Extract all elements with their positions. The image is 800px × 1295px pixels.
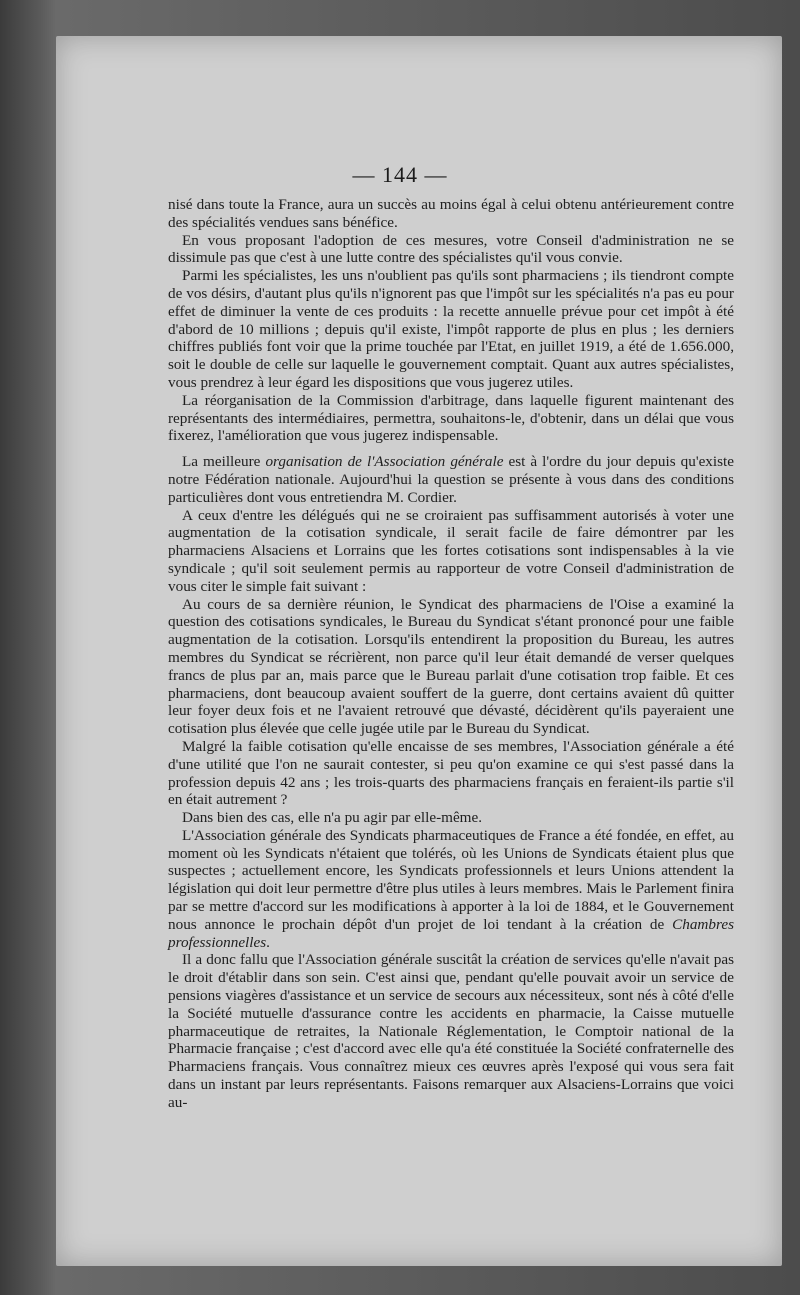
paragraph: Il a donc fallu que l'Association générale suscitât la création de services qu'elle n'avait pas le droit d'établir dans son sein. C'est ainsi que, pendant qu'elle pouvait avoir un service de pensions viagères d'assistance et un service de secours aux nécessiteux, sont nés à côté d'elle la Société mutuelle d'assurance contre les accidents en pharmacie, la Caisse mutuelle pharmaceutique de retraites, la Nationale Réglementation, le Comptoir national de la Pharmacie française ; c'est d'accord avec elle qu'a été constituée la Société confraternelle des Pharmaciens français. Vous connaîtrez mieux ces œuvres après l'exposé qui vous sera fait dans un instant par leurs représentants. Faisons remarquer aux Alsaciens-Lorrains que voici au- <box>168 951 734 1111</box>
paragraph-text: est à l'ordre du jour depuis qu'existe notre Fédération nationale. Aujourd'hui la question se présente à vous dans des conditions particulières dont vous entretiendra M. Cordier. <box>168 453 734 506</box>
paragraph-fondation <box>168 827 734 952</box>
paragraph-text: . <box>266 933 270 951</box>
paragraph: La réorganisation de la Commission d'arbitrage, dans laquelle figurent maintenant des représentants des intermédiaires, permettra, souhaitons-le, d'obtenir, dans un délai que vous fixerez, l'amélioration que vous jugerez indispensable. <box>168 391 734 445</box>
paragraph: En vous proposant l'adoption de ces mesures, votre Conseil d'administration ne se dissimule pas que c'est à une lutte contre des spécialistes qu'il vous convie. <box>168 231 734 267</box>
paragraph: Dans bien des cas, elle n'a pu agir par elle-même. <box>182 809 483 827</box>
paragraph-organisation <box>168 453 734 506</box>
body-text <box>168 196 734 1112</box>
emphasis-text: organisation de l'Association générale <box>265 453 504 471</box>
paragraph-text: La meilleure <box>182 453 266 471</box>
paragraph: Parmi les spécialistes, les uns n'oublient pas qu'ils sont pharmaciens ; ils tiendront compte de vos désirs, d'autant plus qu'ils n'ignorent pas que l'impôt sur les spécialités n'a pas eu pour effet de diminuer la vente de ces produits : la recette annuelle prévue pour cet impôt à été d'abord de 10 millions ; depuis qu'il existe, l'impôt rapporte de plus en plus ; les derniers chiffres publiés font voir que la prime touchée par l'Etat, en juillet 1919, a été de 1.656.000, soit le double de celle sur laquelle le gouvernement comptait. Quant aux autres spécialistes, vous prendrez à leur égard les dispositions que vous jugerez utiles. <box>168 267 734 391</box>
page-number: — 144 — <box>352 162 448 187</box>
paragraph: Malgré la faible cotisation qu'elle encaisse de ses membres, l'Association générale a été d'une utilité que l'on ne saurait contester, si peu qu'on examine ce qui s'est passé dans la profession depuis 42 ans ; les trois-quarts des pharmaciens français en feraient-ils partie s'il en était autrement ? <box>168 737 734 809</box>
paragraph-text: L'Association générale des Syndicats pharmaceutiques de France a été fondée, en effet, au moment où les Syndicats n'étaient que tolérés, où les Unions de Syndicats étaient plus que suspectes ; actuellement encore, les Syndicats professionnels et leurs Unions attendent la législation qui doit leur permettre d'être plus utiles à leurs membres. Mais le Parlement finira par se mettre d'accord sur les modifications à apporter à la loi de 1884, et le Gouvernement nous annonce le prochain dépôt d'un projet de loi tendant à la création de <box>168 826 734 933</box>
paragraph: nisé dans toute la France, aura un succès au moins égal à celui obtenu antérieurement contre des spécialités vendues sans bénéfice. <box>168 196 734 231</box>
paragraph: A ceux d'entre les délégués qui ne se croiraient pas suffisamment autorisés à voter une augmentation de la cotisation syndicale, il serait facile de faire démontrer par les pharmaciens Alsaciens et Lorrains que les fortes cotisations sont indispensables à la vie syndicale ; qu'il soit seulement permis au rapporteur de votre Conseil d'administration de vous citer le simple fait suivant : <box>168 506 734 595</box>
emphasis-text: Chambres professionnelles <box>168 915 734 951</box>
paragraph: Au cours de sa dernière réunion, le Syndicat des pharmaciens de l'Oise a examiné la question des cotisations syndicales, le Bureau du Syndicat s'étant prononcé pour une faible augmentation de la cotisation. Lorsqu'ils entendirent la proposition du Bureau, les autres membres du Syndicat se récrièrent, non parce qu'il leur était demandé de verser quelques francs de plus par an, mais parce que le Bureau parlait d'une cotisation trop faible. Et ces pharmaciens, dont beaucoup avaient souffert de la guerre, dont certains avaient dû quitter leur foyer deux fois et ne l'avaient retrouvé que dévasté, décidèrent qu'ils payeraient une cotisation plus élevée que celle jugée utile par le Bureau du Syndicat. <box>168 595 734 738</box>
